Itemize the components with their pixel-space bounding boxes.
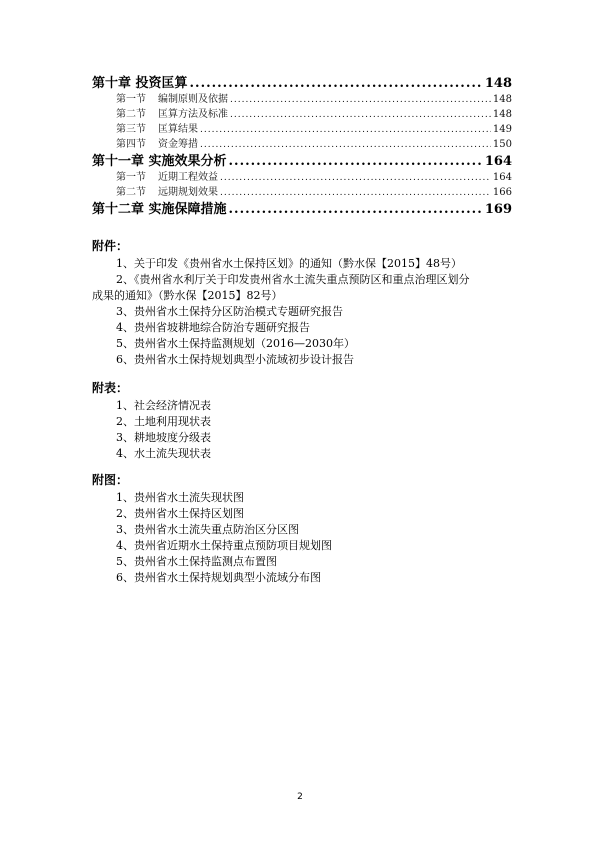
toc-section[interactable]: [92, 120, 512, 135]
toc-page-number: 149: [492, 124, 512, 135]
toc-section-number: 第三节: [116, 124, 146, 135]
toc-page-number: 169: [484, 202, 512, 217]
toc-section[interactable]: [92, 90, 512, 105]
attachment-item: 6、贵州省水土保持规划典型小流域初步设计报告: [116, 353, 354, 366]
table-of-contents: [92, 72, 512, 216]
toc-page-number: 148: [492, 109, 512, 120]
figures-heading: 附图：: [92, 473, 129, 487]
toc-leader-dots: [230, 95, 491, 105]
attachment-item-continuation: 成果的通知》（黔水保【2015】82号）: [92, 289, 283, 302]
figure-item: 2、贵州省水土保持区划图: [116, 507, 244, 520]
toc-section-label: 近期工程效益: [158, 172, 218, 183]
attachment-item: 1、关于印发《贵州省水土保持区划》的通知（黔水保【2015】48号）: [116, 257, 462, 270]
toc-section-label: 资金筹措: [158, 139, 198, 150]
toc-leader-dots: [230, 110, 491, 120]
toc-page-number: 148: [492, 94, 512, 105]
toc-section-number: 第二节: [116, 187, 146, 198]
toc-leader-dots: [200, 140, 491, 150]
toc-section[interactable]: [92, 168, 512, 183]
toc-section-label: 远期规划效果: [158, 187, 218, 198]
table-item: 1、社会经济情况表: [116, 399, 211, 412]
toc-chapter-label: 第十章 投资匡算: [92, 76, 188, 91]
toc-leader-dots: [229, 154, 483, 169]
toc-section[interactable]: [92, 135, 512, 150]
figures-section: [92, 472, 522, 586]
toc-page-number: 164: [492, 172, 512, 183]
toc-chapter-12[interactable]: [92, 198, 512, 216]
table-item: 2、土地利用现状表: [116, 415, 211, 428]
toc-page-number: 164: [484, 154, 512, 169]
toc-leader-dots: [200, 125, 491, 135]
toc-leader-dots: [229, 202, 483, 217]
page-number: 2: [297, 792, 303, 802]
toc-section-label: 编制原则及依据: [158, 94, 228, 105]
toc-section-label: 匡算方法及标准: [158, 109, 228, 120]
toc-section-number: 第一节: [116, 94, 146, 105]
toc-page-number: 166: [492, 187, 512, 198]
toc-section[interactable]: [92, 105, 512, 120]
toc-leader-dots: [220, 188, 491, 198]
toc-leader-dots: [190, 76, 483, 91]
toc-leader-dots: [220, 173, 491, 183]
toc-section-number: 第四节: [116, 139, 146, 150]
attachment-item: 3、贵州省水土保持分区防治模式专题研究报告: [116, 305, 343, 318]
toc-page-number: 150: [492, 139, 512, 150]
figure-item: 6、贵州省水土保持规划典型小流域分布图: [116, 571, 321, 584]
attachment-item: 2、《贵州省水利厅关于印发贵州省水土流失重点预防区和重点治理区划分: [116, 273, 470, 286]
figure-item: 4、贵州省近期水土保持重点预防项目规划图: [116, 539, 332, 552]
figure-item: 1、贵州省水土流失现状图: [116, 491, 244, 504]
tables-heading: 附表：: [92, 381, 129, 395]
toc-section[interactable]: [92, 183, 512, 198]
attachment-item: 4、贵州省坡耕地综合防治专题研究报告: [116, 321, 310, 334]
figure-item: 5、贵州省水土保持监测点布置图: [116, 555, 277, 568]
attachment-item: 5、贵州省水土保持监测规划（2016—2030年）: [116, 337, 355, 350]
toc-page-number: 148: [484, 76, 512, 91]
toc-section-label: 匡算结果: [158, 124, 198, 135]
toc-section-number: 第二节: [116, 109, 146, 120]
table-item: 4、水土流失现状表: [116, 447, 211, 460]
table-item: 3、耕地坡度分级表: [116, 431, 211, 444]
figure-item: 3、贵州省水土流失重点防治区分区图: [116, 523, 299, 536]
toc-chapter-10[interactable]: [92, 72, 512, 90]
toc-section-number: 第一节: [116, 172, 146, 183]
toc-chapter-label: 第十二章 实施保障措施: [92, 202, 227, 217]
attachments-heading: 附件：: [92, 239, 129, 253]
toc-chapter-label: 第十一章 实施效果分析: [92, 154, 227, 169]
tables-section: [92, 380, 522, 462]
toc-chapter-11[interactable]: [92, 150, 512, 168]
attachments-section: [92, 238, 522, 368]
